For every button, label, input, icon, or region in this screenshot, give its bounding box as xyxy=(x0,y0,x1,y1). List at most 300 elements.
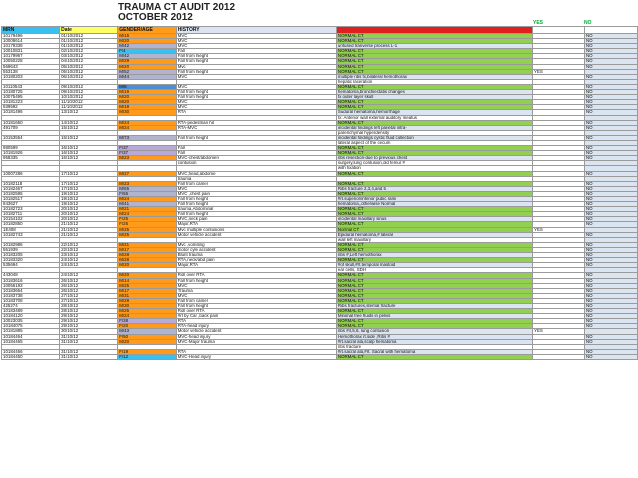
gender-age-cell: M/25 xyxy=(118,232,176,237)
history-cell: RTA,neck/abd pain xyxy=(176,258,336,263)
date-cell: 16/10/12 xyxy=(60,151,118,156)
date-cell: 14/10/12 xyxy=(60,120,118,125)
date-cell: 13/10/12 xyxy=(60,110,118,115)
mrn-cell: 10183664 xyxy=(2,288,60,293)
table-header-row xyxy=(2,27,638,34)
gender-age-cell: M/17 xyxy=(118,247,176,252)
date-cell: 10/10/2012 xyxy=(60,95,118,100)
gender-age-cell: M/24 xyxy=(118,125,176,130)
mrn-cell: 10183616 xyxy=(2,278,60,283)
ct-finding-cell: ear cells, SDH xyxy=(336,268,532,273)
date-cell: 27/10/12 xyxy=(60,298,118,303)
ct-finding-cell: ribs fracture xyxy=(336,344,532,349)
mrn-cell: 10184120 xyxy=(2,314,60,319)
no-cell: NO xyxy=(585,191,638,196)
gender-age-cell: M/24 xyxy=(118,197,176,202)
gender-age-cell: M/43 xyxy=(118,329,176,334)
ct-finding-cell: incidental findings cystic fluid collection xyxy=(336,135,532,140)
mrn-cell: 10183489 xyxy=(2,309,60,314)
history-cell: Roll over RTA xyxy=(176,273,336,278)
gender-age-cell: M/28 xyxy=(118,253,176,258)
history-cell: MVC xyxy=(176,44,336,49)
ct-finding-cell: NORMAL CT xyxy=(336,84,532,89)
mrn-cell: 10183320 xyxy=(2,258,60,263)
ct-finding-cell: NORMAL CT xyxy=(336,278,532,283)
history-cell: Motor vehicle accident xyxy=(176,329,336,334)
yes-cell xyxy=(533,354,585,359)
no-cell: NO xyxy=(585,273,638,278)
yes-header: YES xyxy=(533,20,544,26)
date-cell: 26/10/12 xyxy=(60,278,118,283)
ct-finding-cell: NORMAL CT xyxy=(336,34,532,39)
gender-age-cell: F/37 xyxy=(118,146,176,151)
mrn-cell: 10110543 xyxy=(2,84,60,89)
no-cell: NO xyxy=(585,334,638,339)
gender-age-cell: F/19 xyxy=(118,349,176,354)
mrn-cell: 553138 xyxy=(2,69,60,74)
ct-finding-cell: NORMAL CT xyxy=(336,354,532,359)
history-cell: Roll over RTA xyxy=(176,309,336,314)
no-cell: NO xyxy=(585,263,638,268)
mrn-cell: 980599 xyxy=(2,146,60,151)
gender-age-cell: M/27 xyxy=(118,171,176,176)
ct-finding-cell: lateral aspect of the cecum xyxy=(336,140,532,145)
mrn-cell: 10182723 xyxy=(2,207,60,212)
no-cell: NO xyxy=(585,202,638,207)
ct-finding-cell: NORMAL CT xyxy=(336,212,532,217)
ct-finding-cell: NORMAL CT xyxy=(336,293,532,298)
no-header: NO xyxy=(584,20,592,26)
mrn-cell: 10181926 xyxy=(2,151,60,156)
date-cell: 31/10/12 xyxy=(60,339,118,344)
mrn-cell: 10182986 xyxy=(2,242,60,247)
mrn-cell: 10179338 xyxy=(2,44,60,49)
gender-age-cell: M/25 xyxy=(118,283,176,288)
mrn-cell: 10182711 xyxy=(2,212,60,217)
mrn-cell: 10184465 xyxy=(2,339,60,344)
mrn-cell: 535694 xyxy=(2,263,60,268)
date-cell: 24/10/12 xyxy=(60,258,118,263)
gender-age-cell: M/14 xyxy=(118,278,176,283)
gender-age-cell: F/25 xyxy=(118,222,176,227)
no-cell: NO xyxy=(585,105,638,110)
yes-cell: YES xyxy=(533,227,585,232)
date-cell: 17/10/12 xyxy=(60,186,118,191)
ct-finding-cell: fx outer layer skull xyxy=(336,95,532,100)
ct-finding-cell: #rt.sacral ala,#rt. Sacral with hematoma xyxy=(336,349,532,354)
history-cell: Fall from height xyxy=(176,278,336,283)
ct-finding-cell: NORMAL CT xyxy=(336,283,532,288)
date-cell: 29/10/12 xyxy=(60,324,118,329)
ct-finding-cell: NORMAL CT xyxy=(336,242,532,247)
no-cell: NO xyxy=(585,197,638,202)
history-cell: MVC xyxy=(176,283,336,288)
gender-age-cell: M/29 xyxy=(118,59,176,64)
gender-age-cell: M/20 xyxy=(118,339,176,344)
column-header-findings xyxy=(336,27,532,34)
history-cell: Mvc xyxy=(176,64,336,69)
gender-age-cell: M/28 xyxy=(118,258,176,263)
gender-age-cell: M/20 xyxy=(118,39,176,44)
date-cell: 16/10/12 xyxy=(60,156,118,161)
no-cell: NO xyxy=(585,34,638,39)
gender-age-cell: F/50 xyxy=(118,334,176,339)
history-cell: MVC xyxy=(176,293,336,298)
no-cell: NO xyxy=(585,207,638,212)
history-cell: Major,RTA xyxy=(176,263,336,268)
no-cell: NO xyxy=(585,49,638,54)
date-cell: 27/10/12 xyxy=(60,293,118,298)
date-cell: 19/10/12 xyxy=(60,197,118,202)
no-cell: NO xyxy=(585,314,638,319)
history-cell: Fall from hieght xyxy=(176,212,336,217)
mrn-cell: 10184450 xyxy=(2,354,60,359)
mrn-cell: 425274 xyxy=(2,303,60,308)
history-cell: RTA-head injury xyxy=(176,324,336,329)
ct-finding-cell: NORMAL CT xyxy=(336,151,532,156)
no-cell: NO xyxy=(585,100,638,105)
no-cell: NO xyxy=(585,110,638,115)
mrn-cell: 10184466 xyxy=(2,349,60,354)
yes-cell: YES xyxy=(533,329,585,334)
date-cell: 19/10/12 xyxy=(60,191,118,196)
date-cell: 29/10/12 xyxy=(60,314,118,319)
gender-age-cell: M/21 xyxy=(118,242,176,247)
history-cell: MVC xyxy=(176,39,336,44)
date-cell: 19/10/12 xyxy=(60,202,118,207)
ct-finding-cell: fx: Anterior wall external auditory meatus xyxy=(336,115,532,120)
ct-finding-cell: NORMAL CT xyxy=(336,181,532,186)
date-cell: 26/10/12 xyxy=(60,288,118,293)
date-cell: 28/10/12 xyxy=(60,309,118,314)
date-cell: 02/10/2012 xyxy=(60,49,118,54)
history-cell: Fall xyxy=(176,49,336,54)
ct-finding-cell: #of skull,#rt.temporal mastoid xyxy=(336,263,532,268)
history-cell: motor cyle accident xyxy=(176,247,336,252)
no-cell: NO xyxy=(585,232,638,237)
date-cell: 21/10/12 xyxy=(60,232,118,237)
date-cell: 17/10/12 xyxy=(60,181,118,186)
gender-age-cell: M/19 xyxy=(118,90,176,95)
gender-age-cell: M/30 xyxy=(118,110,176,115)
date-cell: 21/10/12 xyxy=(60,227,118,232)
mrn-cell: 10050228 xyxy=(2,59,60,64)
ct-finding-cell: Hemothorax rt.side ,Ribs # xyxy=(336,334,532,339)
history-cell: Fall xyxy=(176,146,336,151)
ct-finding-cell: NORMAL CT xyxy=(336,64,532,69)
no-cell: NO xyxy=(585,39,638,44)
date-cell: 31/10/12 xyxy=(60,334,118,339)
mrn-cell: 10153554 xyxy=(2,135,60,140)
no-cell: NO xyxy=(585,354,638,359)
date-cell: 03/10/2012 xyxy=(60,54,118,59)
ct-finding-cell: Epidural hematoma,# lateral xyxy=(336,232,532,237)
mrn-cell: 958335 xyxy=(2,156,60,161)
history-cell: Fall from hieght xyxy=(176,90,336,95)
gender-age-cell: F/12 xyxy=(118,354,176,359)
gender-age-cell: F/37 xyxy=(118,151,176,156)
gender-age-cell: M/8 xyxy=(118,84,176,89)
date-cell: 22/10/12 xyxy=(60,247,118,252)
mrn-cell: 10023035 xyxy=(2,319,60,324)
ct-finding-cell: NORMAL CT xyxy=(336,309,532,314)
history-cell: Fall from height xyxy=(176,135,336,140)
no-cell: NO xyxy=(585,84,638,89)
history-cell: trauma xyxy=(176,176,336,181)
ct-finding-cell: with fixation xyxy=(336,166,532,171)
no-cell: NO xyxy=(585,181,638,186)
column-header-date: Date xyxy=(60,27,118,34)
no-cell: NO xyxy=(585,54,638,59)
gender-age-cell: M/23 xyxy=(118,156,176,161)
ct-finding-cell: NORMAL CT xyxy=(336,288,532,293)
gender-age-cell: F/55 xyxy=(118,191,176,196)
mrn-cell: 10183708 xyxy=(2,298,60,303)
date-cell: 01/10/2012 xyxy=(60,34,118,39)
history-cell: MVC xyxy=(176,100,336,105)
ct-finding-cell: parenchymal hyperdensity xyxy=(336,130,532,135)
history-cell: Fall from height xyxy=(176,202,336,207)
ct-finding-cell: multiple ribs fx,bilateral hemothorax xyxy=(336,74,532,79)
no-cell: NO xyxy=(585,349,638,354)
date-cell: 24/10/12 xyxy=(60,273,118,278)
mrn-cell: 10182517 xyxy=(2,197,60,202)
ct-finding-cell: ribs #,Left hemothorax xyxy=(336,253,532,258)
ct-finding-cell: Sudural hematoma,hemorrhage xyxy=(336,110,532,115)
history-cell: Motor vehicle accident xyxy=(176,232,336,237)
gender-age-cell: F/38 xyxy=(118,319,176,324)
mrn-cell: 10007286 xyxy=(2,171,60,176)
history-cell: MVC xyxy=(176,34,336,39)
audit-table xyxy=(1,26,638,360)
ct-finding-cell: NORMAL CT xyxy=(336,171,532,176)
gender-age-cell: M/24 xyxy=(118,120,176,125)
date-cell: 15/10/12 xyxy=(60,125,118,130)
no-cell: NO xyxy=(585,258,638,263)
ct-finding-cell: NORMAL CT xyxy=(336,69,532,74)
date-cell: 26/10/12 xyxy=(60,283,118,288)
history-cell: Fall from hieght xyxy=(176,69,336,74)
date-cell: 05/10/2012 xyxy=(60,69,118,74)
ct-finding-cell: Ribs fracture 2,3,4,and 5 xyxy=(336,186,532,191)
history-cell: RTA xyxy=(176,110,336,115)
date-cell: 21/10/12 xyxy=(60,222,118,227)
history-cell: Blunt trauma xyxy=(176,253,336,258)
no-cell: NO xyxy=(585,253,638,258)
ct-finding-cell: Ribs fractures,sternal fracture xyxy=(336,303,532,308)
ct-finding-cell: NORMAL CT xyxy=(336,247,532,252)
mrn-cell: 551939 xyxy=(2,247,60,252)
history-cell: MVC xyxy=(176,186,336,191)
no-cell: NO xyxy=(585,303,638,308)
gender-age-cell: M/20 xyxy=(118,273,176,278)
history-cell: MVC-Major trauma xyxy=(176,339,336,344)
no-cell: NO xyxy=(585,74,638,79)
no-cell: NO xyxy=(585,242,638,247)
gender-age-cell: F/25 xyxy=(118,217,176,222)
mrn-cell: 10184464 xyxy=(2,334,60,339)
no-cell: NO xyxy=(585,339,638,344)
gender-age-cell: M/24 xyxy=(118,314,176,319)
no-cell: NO xyxy=(585,125,638,130)
ct-finding-cell: hematoma,,otherwise Normal xyxy=(336,202,532,207)
date-cell: 28/10/12 xyxy=(60,303,118,308)
history-cell: Mvc ,vomiting xyxy=(176,242,336,247)
history-cell: Fall from hieght xyxy=(176,54,336,59)
mrn-cell: 10184075 xyxy=(2,324,60,329)
ct-finding-cell: surgery,lung contusion,old femur # xyxy=(336,161,532,166)
ct-finding-cell: wall left maxillary xyxy=(336,237,532,242)
ct-finding-cell: hepatic laceration xyxy=(336,79,532,84)
ct-finding-cell: NORMAL CT xyxy=(336,258,532,263)
mrn-cell: 10181650 xyxy=(2,120,60,125)
ct-finding-cell: NORMAL CT xyxy=(336,222,532,227)
history-cell: Fall from height xyxy=(176,197,336,202)
gender-age-cell: F/4 xyxy=(118,49,176,54)
gender-age-cell: M/41 xyxy=(118,202,176,207)
column-header-no xyxy=(585,27,638,34)
gender-age-cell: M/25 xyxy=(118,309,176,314)
no-cell: NO xyxy=(585,59,638,64)
date-cell: 11/10/2012 xyxy=(60,100,118,105)
mrn-cell: 1E408 xyxy=(2,227,60,232)
no-cell: NO xyxy=(585,151,638,156)
date-cell: 11/10/2012 xyxy=(60,105,118,110)
no-cell: NO xyxy=(585,309,638,314)
gender-age-cell: M/28 xyxy=(118,298,176,303)
date-cell: 09/10/2012 xyxy=(60,84,118,89)
mrn-cell: 10181885 xyxy=(2,329,60,334)
ct-finding-cell: NORMAL CT xyxy=(336,49,532,54)
mrn-cell: 10182595 xyxy=(2,191,60,196)
no-cell: NO xyxy=(585,222,638,227)
history-cell: MVC-chest/abdomen xyxy=(176,156,336,161)
mrn-cell: 10181223 xyxy=(2,100,60,105)
no-cell: NO xyxy=(585,217,638,222)
history-cell: MVC xyxy=(176,105,336,110)
no-cell: NO xyxy=(585,283,638,288)
mrn-cell: 10075495 xyxy=(2,95,60,100)
history-cell: MVC,neck pain xyxy=(176,217,336,222)
date-cell: 20/10/12 xyxy=(60,207,118,212)
mrn-cell: 10180203 xyxy=(2,74,60,79)
mrn-cell: 10182467 xyxy=(2,186,60,191)
mrn-cell: 10183205 xyxy=(2,253,60,258)
mrn-cell: 491709 xyxy=(2,125,60,130)
ct-finding-cell: NORMAL CT xyxy=(336,324,532,329)
yes-cell: YES xyxy=(533,69,585,74)
mrn-cell: 10056193 xyxy=(2,283,60,288)
ct-finding-cell: NORMAL CT xyxy=(336,207,532,212)
gender-age-cell: M/20 xyxy=(118,100,176,105)
history-cell: Fall from height xyxy=(176,303,336,308)
gender-age-cell: M/24 xyxy=(118,212,176,217)
ct-finding-cell: NORMAL CT xyxy=(336,319,532,324)
gender-age-cell: M/42 xyxy=(118,54,176,59)
no-cell: NO xyxy=(585,186,638,191)
no-cell: NO xyxy=(585,324,638,329)
gender-age-cell: M/20 xyxy=(118,64,176,69)
column-header-yes xyxy=(533,27,585,34)
gender-age-cell: M/21 xyxy=(118,207,176,212)
mrn-cell: 10010831 xyxy=(2,49,60,54)
ct-finding-cell: Minimal free fluids in pelvis xyxy=(336,314,532,319)
no-cell: NO xyxy=(585,156,638,161)
column-header-gender-age: GENDER/AGE xyxy=(118,27,176,34)
history-cell: MVC,head,abdome xyxy=(176,171,336,176)
gender-age-cell: M/73 xyxy=(118,135,176,140)
report-subtitle: OCTOBER 2012 xyxy=(118,12,193,23)
ct-finding-cell: NORMAL CT xyxy=(336,191,532,196)
mrn-cell: 10183738 xyxy=(2,293,60,298)
date-cell: 20/10/12 xyxy=(60,212,118,217)
history-cell: Fall from camel xyxy=(176,181,336,186)
mrn-cell: 10182850 xyxy=(2,222,60,227)
mrn-cell: 10182743 xyxy=(2,232,60,237)
history-cell: MVC-head injury xyxy=(176,334,336,339)
history-cell: trauma,Abdominal xyxy=(176,207,336,212)
mrn-cell: 569643 xyxy=(2,64,60,69)
history-cell: MVC ,chest pain xyxy=(176,191,336,196)
ct-finding-cell: hematoma,bronchiectatis changes xyxy=(336,90,532,95)
history-cell: Fall from camel xyxy=(176,298,336,303)
date-cell: 16/10/12 xyxy=(60,146,118,151)
no-cell: NO xyxy=(585,247,638,252)
no-cell: NO xyxy=(585,95,638,100)
no-cell: NO xyxy=(585,135,638,140)
ct-finding-cell: NORMAL CT xyxy=(336,146,532,151)
gender-age-cell: M/30 xyxy=(118,303,176,308)
history-cell: RTA-pedestrian hit xyxy=(176,120,336,125)
mrn-cell: 10154102 xyxy=(2,217,60,222)
date-cell: 06/10/2012 xyxy=(60,74,118,79)
history-cell: Major,RTA xyxy=(176,222,336,227)
ct-finding-cell: NORMAL CT xyxy=(336,39,532,44)
date-cell: 04/10/2012 xyxy=(60,59,118,64)
date-cell: 05/10/2012 xyxy=(60,64,118,69)
gender-age-cell: M/20 xyxy=(118,95,176,100)
history-cell: #rt by Car ,back pain xyxy=(176,314,336,319)
history-cell: Fall xyxy=(176,151,336,156)
ct-finding-cell: NORMAL CT xyxy=(336,59,532,64)
mrn-cell: 10182118 xyxy=(2,181,60,186)
ct-finding-cell: NORMAL CT xyxy=(336,273,532,278)
date-cell: 29/10/12 xyxy=(60,319,118,324)
ct-finding-cell: NORMAL CT xyxy=(336,298,532,303)
date-cell: 31/10/12 xyxy=(60,354,118,359)
history-cell: Trauma xyxy=(176,288,336,293)
no-cell: NO xyxy=(585,319,638,324)
gender-age-cell: M/23 xyxy=(118,181,176,186)
history-cell: RTA-MVC xyxy=(176,125,336,130)
date-cell: 09/10/2012 xyxy=(60,90,118,95)
date-cell: 23/10/12 xyxy=(60,253,118,258)
date-cell: 15/10/12 xyxy=(60,135,118,140)
ct-finding-cell: ribs #4,5,6, lung contusion xyxy=(336,329,532,334)
no-cell: NO xyxy=(585,120,638,125)
no-cell: NO xyxy=(585,90,638,95)
ct-finding-cell: NORMAL CT xyxy=(336,120,532,125)
no-cell: NO xyxy=(585,278,638,283)
mrn-cell: 443048 xyxy=(2,273,60,278)
date-cell: 20/10/12 xyxy=(60,217,118,222)
date-cell: 30/10/12 xyxy=(60,329,118,334)
ct-finding-cell: #rt.sacral ala,scalp hematoma xyxy=(336,339,532,344)
ct-finding-cell: #rt.superior/inferior pubic rami xyxy=(336,197,532,202)
date-cell: 01/10/2012 xyxy=(60,39,118,44)
date-cell: 22/10/12 xyxy=(60,242,118,247)
date-cell: 01/10/2012 xyxy=(60,44,118,49)
